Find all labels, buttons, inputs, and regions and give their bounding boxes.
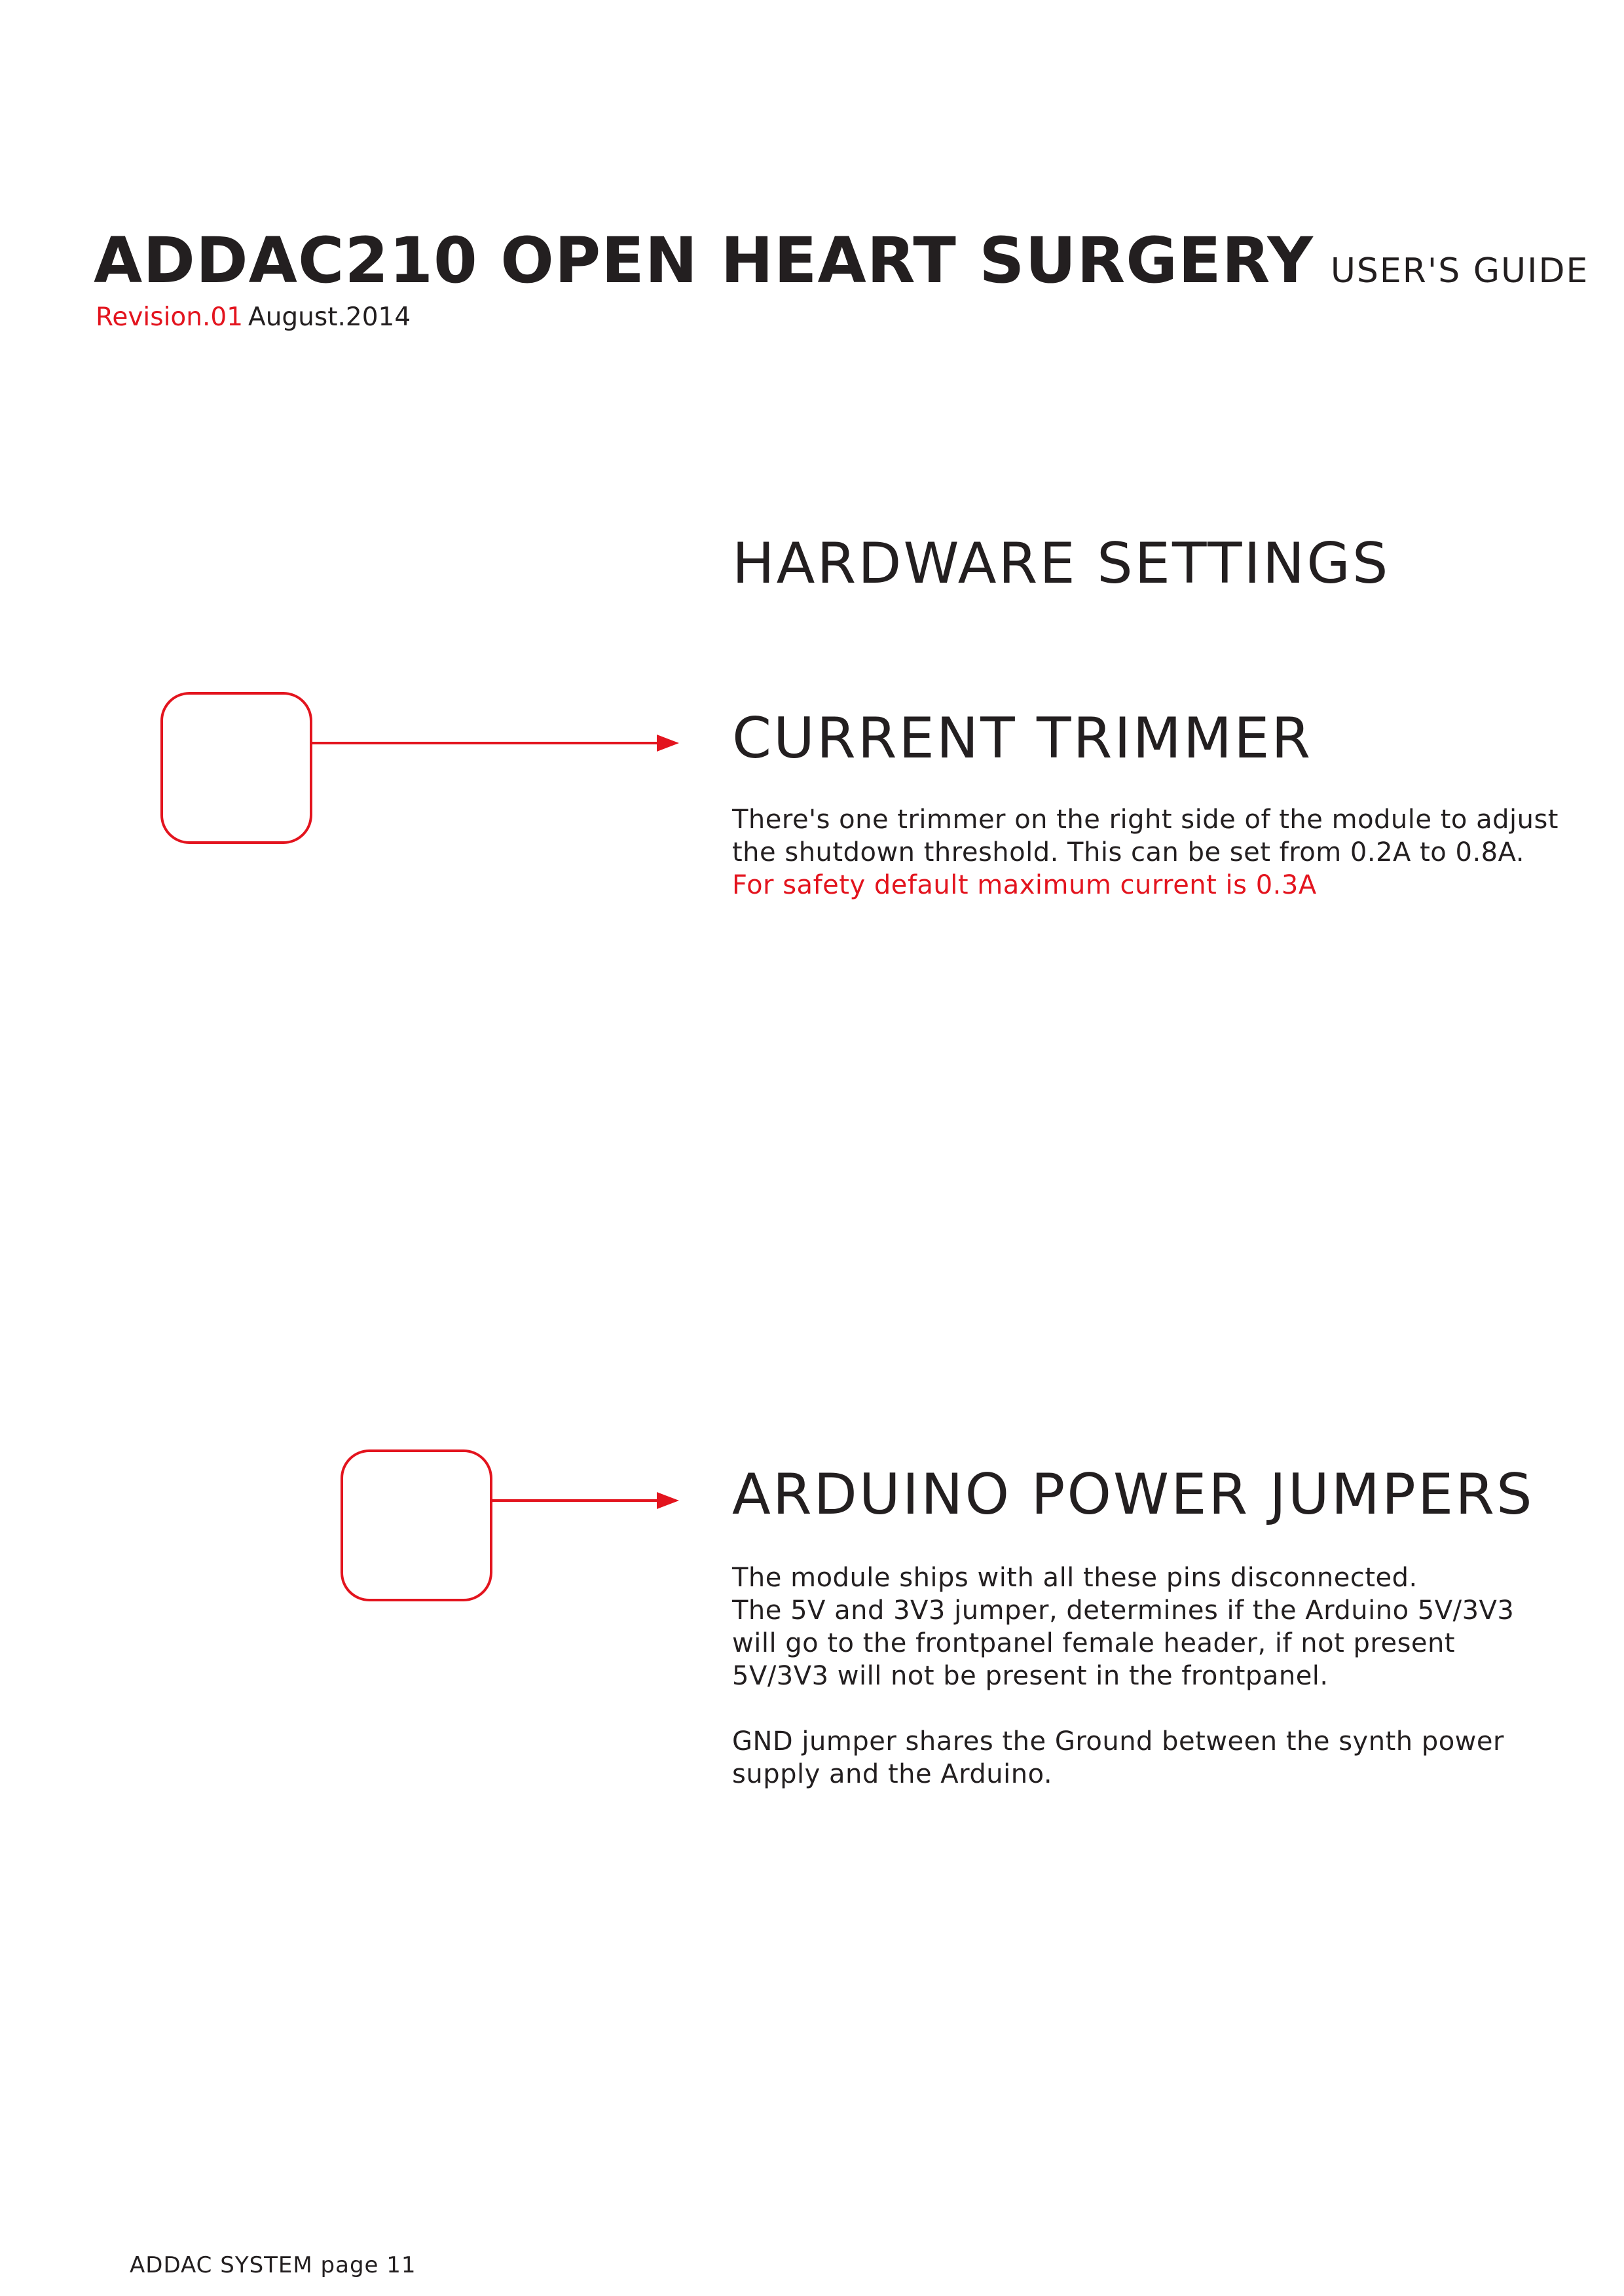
jumpers-text-line: will go to the frontpanel female header, if not present — [732, 1628, 1456, 1658]
trimmer-warning: For safety default maximum current is 0.3A — [732, 870, 1317, 900]
jumpers-callout-arrow — [492, 1481, 679, 1520]
document-title — [94, 224, 1589, 297]
jumpers-description — [732, 1561, 1514, 1791]
jumpers-text-line: 5V/3V3 will not be present in the frontpanel. — [732, 1661, 1329, 1691]
trimmer-text-line: the shutdown threshold. This can be set from 0.2A to 0.8A. — [732, 837, 1524, 867]
revision-line — [96, 302, 411, 332]
revision-date: August.2014 — [248, 302, 411, 332]
jumpers-text-line: The 5V and 3V3 jumper, determines if the Arduino 5V/3V3 — [732, 1595, 1515, 1626]
trimmer-callout-box — [160, 692, 312, 844]
paragraph-gap — [732, 1692, 1514, 1725]
trimmer-heading: CURRENT TRIMMER — [732, 706, 1313, 771]
trimmer-callout-arrow — [312, 723, 679, 763]
section-title: HARDWARE SETTINGS — [732, 531, 1390, 596]
trimmer-text-line: There's one trimmer on the right side of the module to adjust — [732, 805, 1559, 835]
document-subtitle: USER'S GUIDE — [1330, 251, 1589, 291]
jumpers-text-line: supply and the Arduino. — [732, 1759, 1053, 1789]
jumpers-text-line: The module ships with all these pins disconnected. — [732, 1563, 1418, 1593]
document-title-main: ADDAC210 OPEN HEART SURGERY — [94, 224, 1314, 297]
jumpers-heading: ARDUINO POWER JUMPERS — [732, 1462, 1534, 1527]
revision-label: Revision.01 — [96, 302, 244, 332]
jumpers-text-line: GND jumper shares the Ground between the synth power — [732, 1726, 1504, 1757]
jumpers-callout-box — [341, 1449, 492, 1601]
trimmer-description — [732, 803, 1559, 902]
page-footer: ADDAC SYSTEM page 11 — [130, 2252, 416, 2278]
